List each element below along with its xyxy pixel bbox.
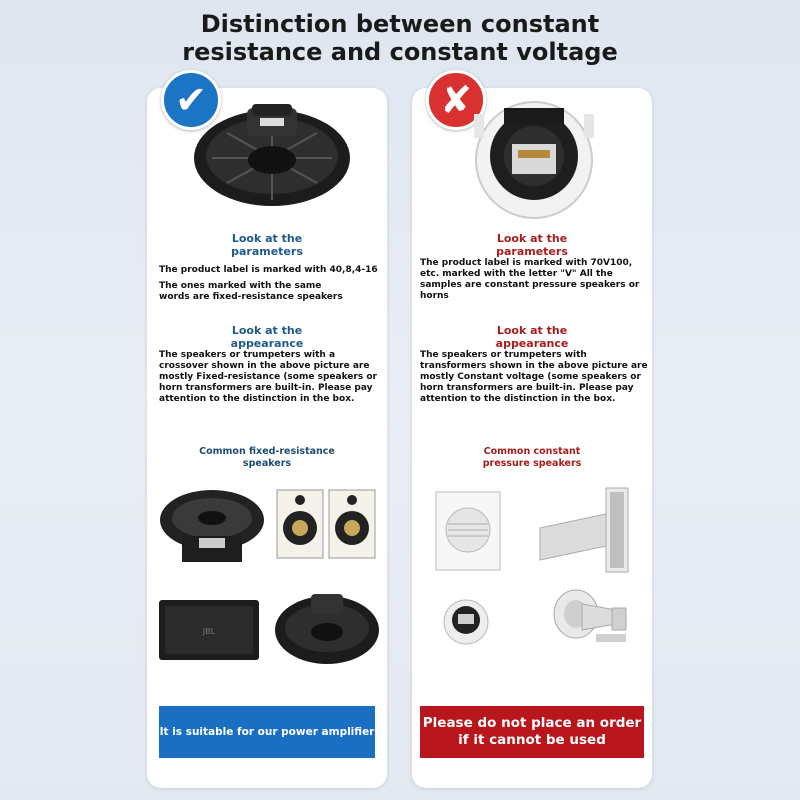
params-text-2: The ones marked with the same words are fixed-resistance speakers: [159, 281, 343, 302]
studio-monitors-image: [275, 488, 379, 562]
column-speaker-image: [536, 484, 644, 576]
woofer-driver-image: [192, 98, 352, 218]
params-text-1: The product label is marked with 40,8,4-16: [159, 265, 378, 275]
constant-voltage-card: [412, 78, 652, 788]
subwoofer-image: [157, 486, 267, 570]
appearance-heading: Look at the appearance: [230, 324, 304, 350]
appearance-text: The speakers or trumpeters with transformers shown in the above picture are mostly Constant voltage (some speakers or horn transformers are built-in. Please pay attention to the distinction in the box.: [420, 350, 648, 404]
fixed-resistance-card: [147, 78, 387, 788]
params-heading: Look at the parameters: [231, 232, 303, 258]
karaoke-box-image: [157, 596, 261, 664]
wall-speaker-image: [434, 490, 502, 572]
horn-speaker-image: [546, 584, 636, 654]
ceiling-speaker-image: [454, 94, 614, 219]
params-heading: Look at the parameters: [496, 232, 568, 258]
title-line-1: Distinction between constant: [200, 10, 600, 38]
params-text: The product label is marked with 70V100, etc. marked with the letter "V" All the samples are constant pressure speakers or horns: [420, 258, 640, 301]
appearance-text: The speakers or trumpeters with a crossover shown in the above picture are mostly Fixed-resistance (some speakers or horn transformers are built-in. Please pay attention to the distinction in the box.: [159, 350, 377, 404]
page-title: [0, 10, 800, 66]
appearance-heading: Look at the appearance: [495, 324, 569, 350]
checkmark-icon: ✔: [161, 70, 221, 130]
do-not-order-banner: Please do not place an order if it cannot be used: [420, 706, 644, 758]
common-heading: Common fixed-resistance speakers: [199, 446, 335, 469]
x-icon: ✘: [426, 70, 486, 130]
suitable-banner: It is suitable for our power amplifier: [159, 706, 375, 758]
common-heading: Common constant pressure speakers: [482, 446, 582, 469]
small-ceiling-speaker-image: [436, 596, 496, 646]
svg-text:JBL: JBL: [202, 627, 216, 636]
title-line-2: resistance and constant voltage: [182, 38, 618, 66]
pro-driver-image: [273, 588, 381, 668]
